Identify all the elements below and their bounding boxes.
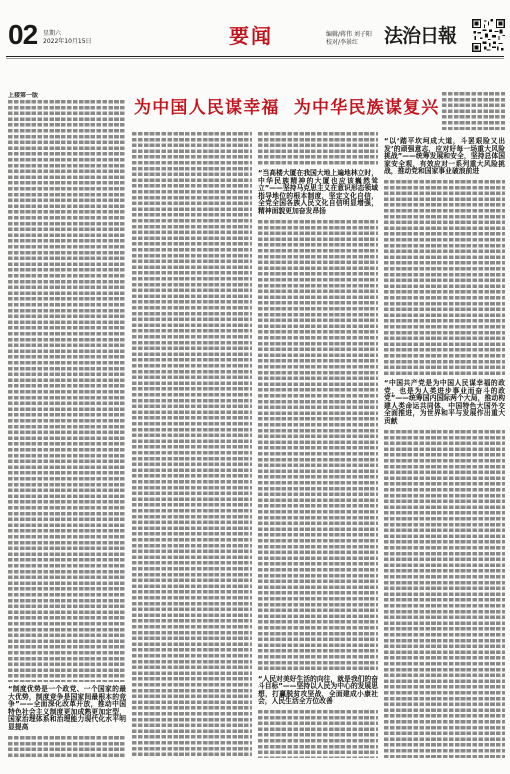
- body-text-block: [384, 430, 505, 758]
- header-rule-thin: [6, 58, 504, 59]
- weekday: 星期六: [43, 30, 62, 37]
- article-column-1: [8, 92, 126, 758]
- article-column-4: [384, 136, 505, 758]
- issue-date: [43, 30, 92, 46]
- header-rule: [6, 56, 504, 57]
- article-column-2: [132, 132, 252, 758]
- page-number: 02: [8, 19, 38, 50]
- section-title: 要闻: [229, 24, 273, 48]
- body-text-block: [258, 132, 378, 166]
- article-column-3: [258, 132, 378, 758]
- body-text-block: [132, 132, 252, 758]
- pull-quote: “人民对美好生活的向往，就是我们的奋斗目标”——坚持以人民为中心的发展思想，打赢脱贫攻坚战，全面建成小康社会，人民生活全方位改善: [258, 674, 378, 706]
- body-text-block: [384, 180, 505, 376]
- pull-quote: “制度优势是一个政党、一个国家的最大优势，制度竞争是国家间最根本的竞争”——全面深化改革开放，推动中国特色社会主义制度更加成熟更加定型，国家治理体系和治理能力现代化水平明显提高: [8, 685, 126, 731]
- body-text-block: [8, 736, 126, 758]
- body-text-block: [258, 710, 378, 758]
- pull-quote: “当高楼大厦在我国大地上遍地林立时，中华民族精神的大厦也应该巍然耸立”——坚持马克思主义在意识形态领域指导地位的根本制度，坚定文化自信，全党全国各族人民文化自信明显增强，精神面貌更加奋发昂扬: [258, 169, 378, 215]
- editor-credit: 编辑/蒋伟 刘子阳: [326, 31, 372, 38]
- proofreader-credit: 校对/李景红: [326, 39, 359, 46]
- article-headline: 为中国人民谋幸福 为中华民族谋复兴: [134, 98, 440, 118]
- continued-from-label: 上接第一版: [8, 92, 39, 99]
- masthead-logo: 法治日報: [384, 25, 457, 47]
- qr-code-icon: [472, 19, 505, 52]
- pull-quote: “中国共产党是为中国人民谋幸福的政党，也是为人类进步事业而奋斗的政党”——统筹国内国际两个大局，推动构建人类命运共同体，中国特色大国外交全面推进，为世界和平与发展作出重大贡献: [384, 378, 505, 425]
- body-text-block: [258, 220, 378, 672]
- body-text-block: [8, 100, 126, 682]
- date: 2022年10月15日: [43, 38, 92, 45]
- pull-quote: “以‘踏平坎坷成大道，斗罢艰险又出发’的顽强意志，应对好每一场重大风险挑战”——统筹发展和安全，坚持总体国家安全观，有效应对一系列重大风险挑战，推动党和国家事业破浪前进: [384, 137, 505, 176]
- body-text-block: [442, 92, 505, 130]
- page-credits: [326, 31, 372, 47]
